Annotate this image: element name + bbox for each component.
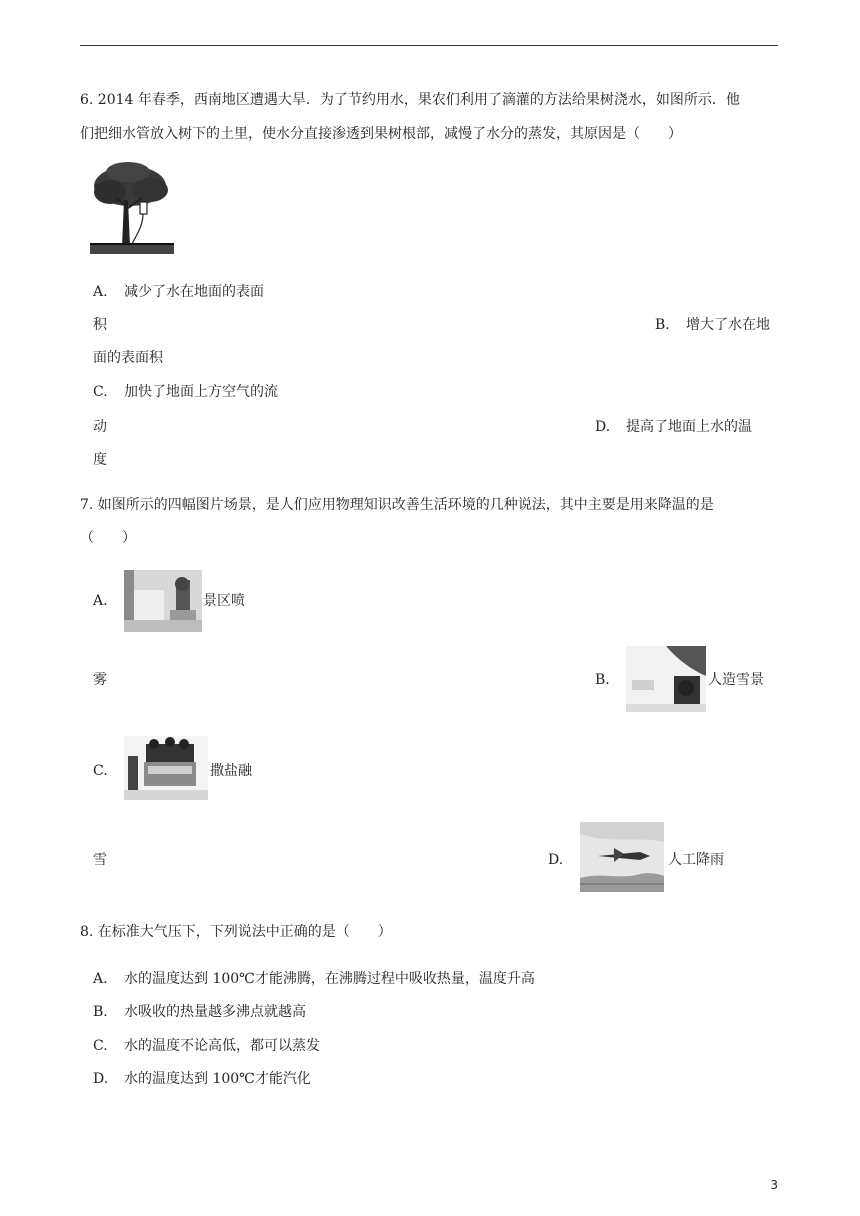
q6-stem-line2: 们把细水管放入树下的土里，使水分直接渗透到果树根部，减慢了水分的蒸发，其原因是（ ） (80, 126, 682, 142)
q8-option-b-letter: B. (93, 1004, 108, 1020)
q7-option-d-letter: D. (548, 852, 564, 868)
q7-option-a-letter: A. (93, 593, 108, 609)
q8-option-c-text: 水的温度不论高低，都可以蒸发 (124, 1038, 320, 1054)
artificial-snow-photo (626, 646, 706, 712)
q6-option-a-text: 减少了水在地面的表面 (124, 284, 264, 300)
page-number: 3 (770, 1178, 778, 1192)
q6-option-d-letter: D. (595, 419, 611, 435)
q7-option-b-text: 人造雪景 (708, 672, 764, 688)
q6-option-b-text: 增大了水在地 (686, 317, 770, 333)
q8-option-a-letter: A. (93, 971, 108, 987)
q7-stem-line1: 7. 如图所示的四幅图片场景，是人们应用物理知识改善生活环境的几种说法，其中主要是用来降温的是 (80, 497, 714, 513)
q6-option-b-text-cont: 面的表面积 (93, 350, 163, 366)
q8-option-d-letter: D. (93, 1071, 109, 1087)
q6-option-b-letter: B. (655, 317, 670, 333)
q8-option-b-text: 水吸收的热量越多沸点就越高 (124, 1004, 306, 1020)
q8-stem: 8. 在标准大气压下，下列说法中正确的是（ ） (80, 924, 392, 940)
salt-melt-snow-photo (124, 736, 208, 800)
q6-option-c-letter: C. (93, 384, 108, 400)
q7-option-c-text-cont: 雪 (93, 852, 107, 868)
q6-option-d-text: 提高了地面上水的温 (626, 419, 752, 435)
q7-option-a-text: 景区喷 (203, 593, 245, 609)
q7-option-a-text-cont: 雾 (93, 672, 107, 688)
header-rule (80, 45, 778, 46)
q7-option-b-letter: B. (595, 672, 610, 688)
q6-stem-line1: 6. 2014 年春季，西南地区遭遇大旱．为了节约用水，果农们利用了滴灌的方法给果树浇水，如图所示．他 (80, 92, 740, 108)
q6-option-c-text-cont: 动 (93, 419, 107, 435)
q7-option-c-letter: C. (93, 763, 108, 779)
q7-stem-line2: （ ） (80, 530, 136, 546)
artificial-rain-photo (580, 822, 664, 892)
scenic-mist-spray-photo (124, 570, 202, 632)
q6-option-c-text-cont2: 度 (93, 452, 107, 468)
tree-drip-irrigation-figure (88, 160, 176, 256)
q6-option-a-text-cont: 积 (93, 317, 107, 333)
q8-option-d-text: 水的温度达到 100℃才能汽化 (124, 1071, 311, 1087)
q6-option-c-text: 加快了地面上方空气的流 (124, 384, 278, 400)
q8-option-c-letter: C. (93, 1038, 108, 1054)
q7-option-d-text: 人工降雨 (668, 852, 724, 868)
q8-option-a-text: 水的温度达到 100℃才能沸腾，在沸腾过程中吸收热量，温度升高 (124, 971, 535, 987)
q6-option-a-letter: A. (93, 284, 108, 300)
q7-option-c-text: 撒盐融 (210, 763, 252, 779)
